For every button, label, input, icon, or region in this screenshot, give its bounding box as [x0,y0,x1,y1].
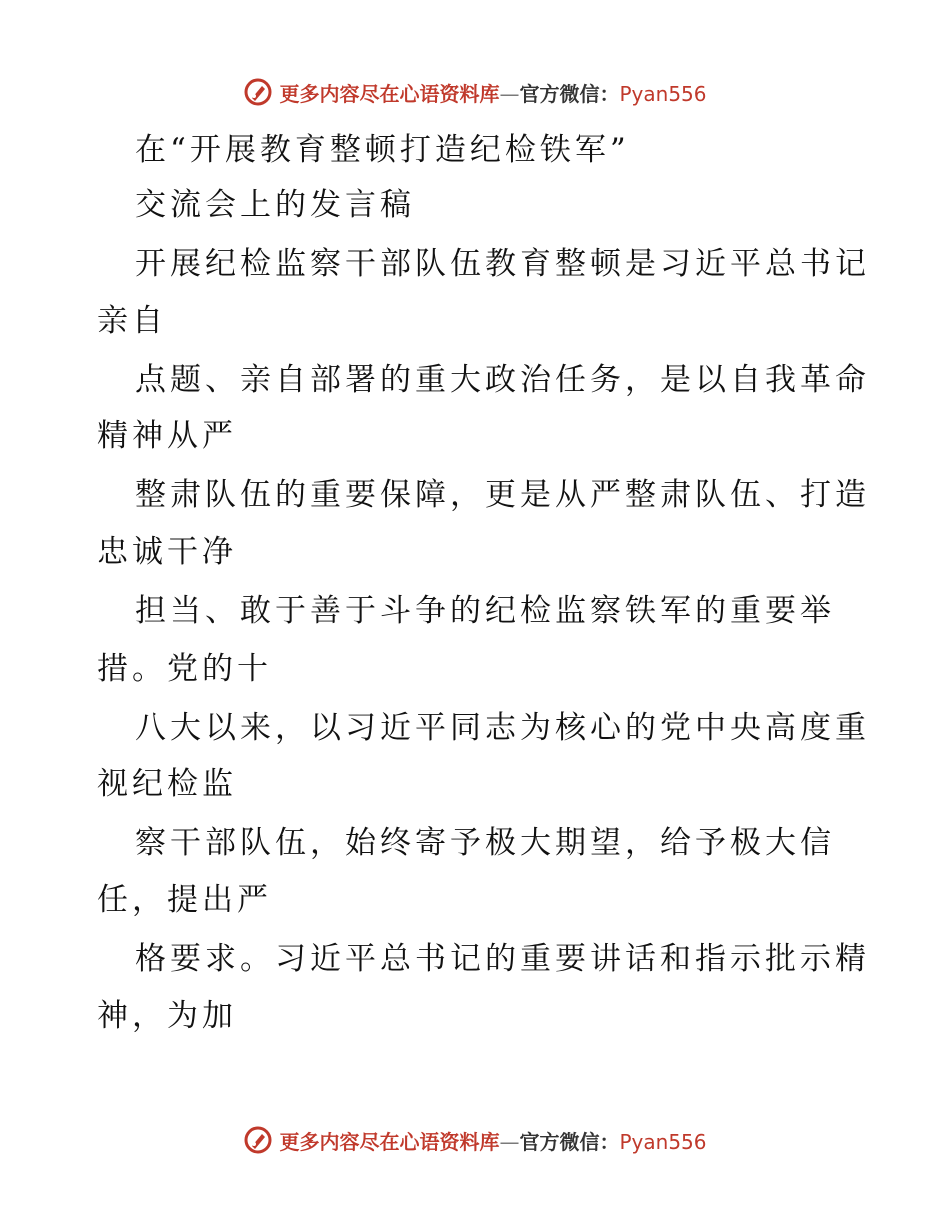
wechat-label: 官方微信： [519,81,620,106]
paragraph-line: 八大以来，以习近平同志为核心的党中央高度重 [135,710,870,746]
paragraph-line: 忠诚干净 [97,534,237,570]
promo-text: 更多内容尽在心语资料库 [279,81,500,106]
paragraph-line: 措。党的十 [97,651,272,687]
paragraph-line: 亲自 [97,303,167,339]
title-line-2: 交流会上的发言稿 [135,187,415,223]
paragraph-line: 视纪检监 [97,766,237,802]
wechat-label: 官方微信： [519,1129,620,1154]
banner-text [279,78,706,107]
wechat-id: Pyan556 [619,81,707,106]
banner-dash: — [499,1129,520,1154]
header-banner [0,72,950,112]
paragraph-line: 担当、敢于善于斗争的纪检监察铁军的重要举 [135,593,835,629]
title-line-1: 在“开展教育整顿打造纪检铁军” [135,132,630,168]
paragraph-line: 点题、亲自部署的重大政治任务，是以自我革命 [135,362,870,398]
paragraph-line: 任，提出严 [97,882,272,918]
paragraph-line: 整肃队伍的重要保障，更是从严整肃队伍、打造 [135,477,870,513]
paragraph-line: 格要求。习近平总书记的重要讲话和指示批示精 [135,941,870,977]
pen-nib-circle-icon [243,77,273,107]
wechat-id: Pyan556 [619,1129,707,1154]
footer-banner [0,1120,950,1160]
paragraph-line: 神，为加 [97,998,237,1034]
banner-dash: — [499,81,520,106]
banner-text [279,1126,706,1155]
paragraph-line: 精神从严 [97,418,237,454]
pen-nib-circle-icon [243,1125,273,1155]
paragraph-line: 察干部队伍，始终寄予极大期望，给予极大信 [135,825,835,861]
paragraph-line: 开展纪检监察干部队伍教育整顿是习近平总书记 [135,246,870,282]
promo-text: 更多内容尽在心语资料库 [279,1129,500,1154]
